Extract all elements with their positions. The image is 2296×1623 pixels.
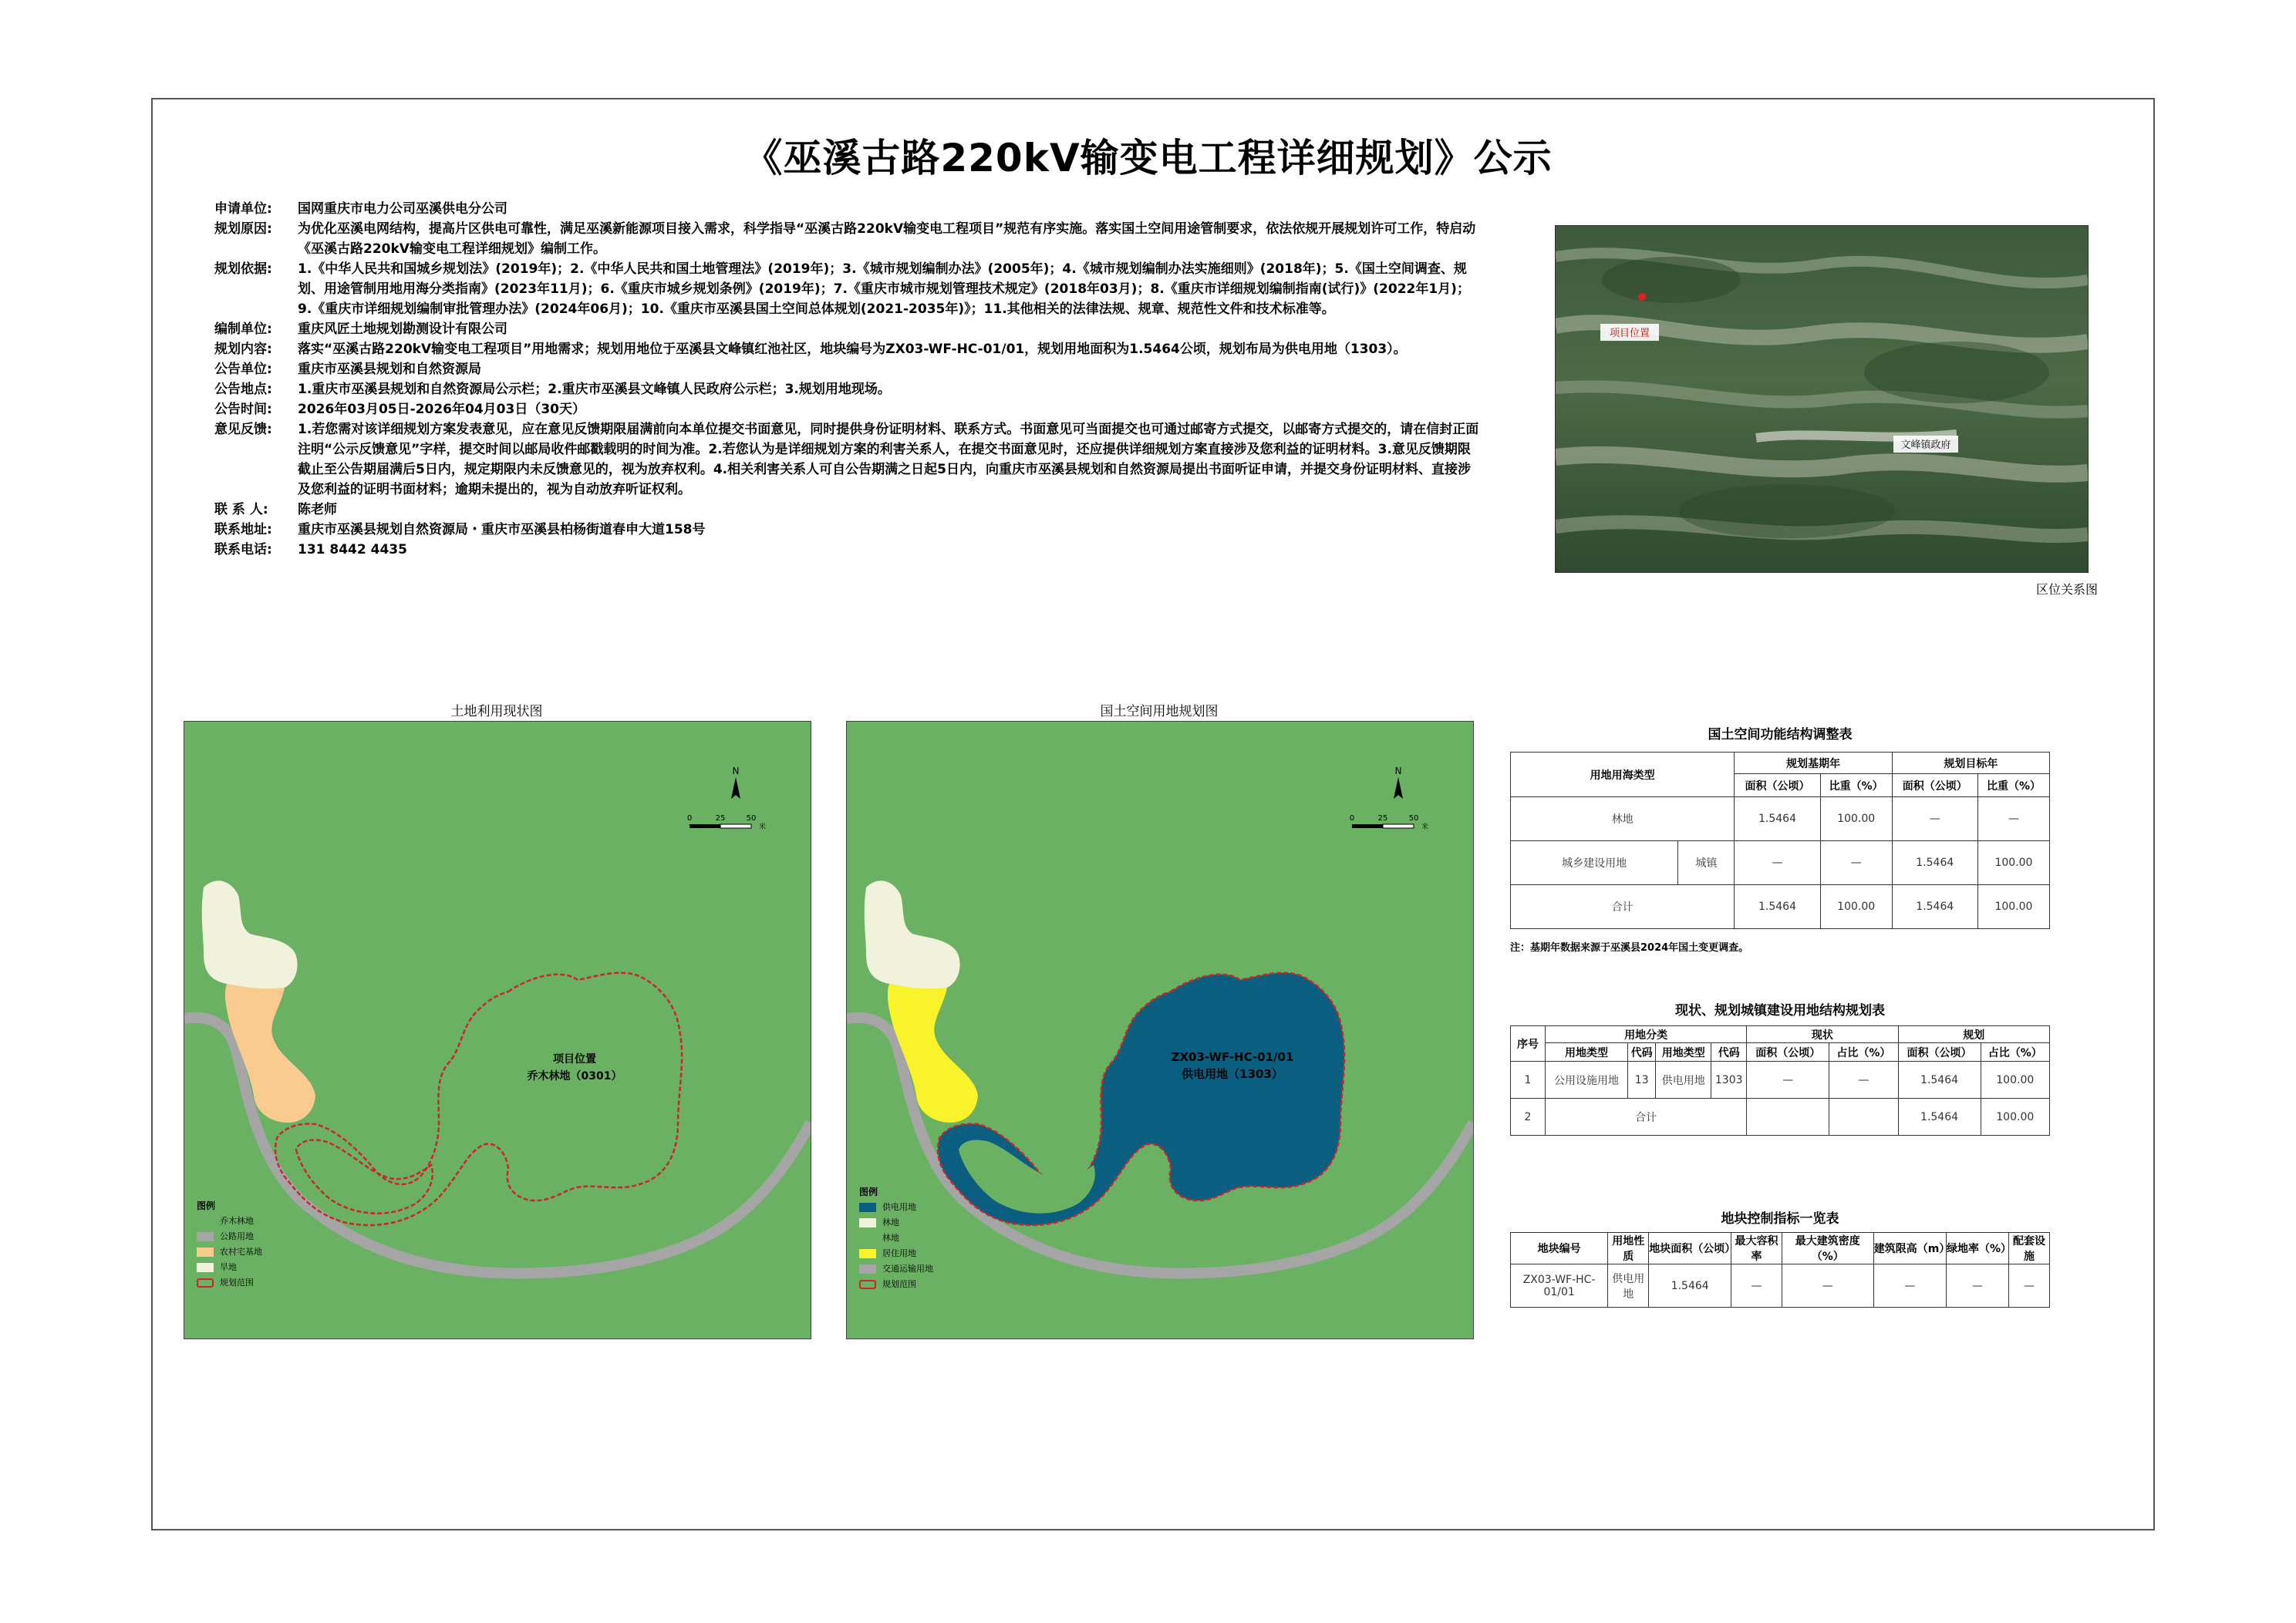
table-cell: 1.5464 (1735, 885, 1820, 929)
legend-item (859, 1246, 933, 1261)
plan-map-label-code: ZX03-WF-HC-01/01 (1171, 1050, 1294, 1064)
table3-header: 配套设施 (2008, 1233, 2049, 1264)
legend-label: 乔木林地 (220, 1216, 254, 1226)
legend-item (197, 1260, 262, 1275)
satellite-image (1556, 226, 2088, 572)
table2-subheader: 占比（%） (1981, 1043, 2049, 1062)
table-cell: — (1747, 1062, 1829, 1099)
table-cell: 100.00 (1820, 885, 1892, 929)
road-swatch-icon (197, 1232, 214, 1241)
info-label: 规划依据: (214, 261, 272, 277)
location-satellite-map (1555, 225, 2089, 573)
table2-subheader: 代码 (1627, 1043, 1655, 1062)
info-row-basis (214, 259, 1479, 319)
table3-header: 建筑限高（m） (1873, 1233, 1946, 1264)
table-cell: — (1892, 797, 1977, 841)
residential-swatch-icon (859, 1249, 876, 1258)
table-cell: — (1873, 1264, 1946, 1308)
table1-subheader: 面积（公顷） (1892, 774, 1977, 797)
info-row-feedback (214, 419, 1479, 500)
table-cell: 合计 (1546, 1099, 1747, 1136)
table1-header-type: 用地用海类型 (1511, 753, 1735, 797)
legend-item (859, 1200, 933, 1215)
current-land-use-map (184, 721, 811, 1339)
legend-label: 规划范围 (220, 1278, 254, 1288)
table3-header: 地块面积（公顷） (1649, 1233, 1731, 1264)
land-use-plan-map (846, 721, 1474, 1339)
legend-label: 交通运输用地 (882, 1264, 933, 1274)
satellite-project-label: 项目位置 (1609, 328, 1650, 339)
table-row (1511, 1062, 2050, 1099)
table2-title: 现状、规划城镇建设用地结构规划表 (1675, 1003, 1885, 1019)
info-label: 编制单位: (214, 322, 272, 337)
legend-item (859, 1231, 933, 1246)
legend-item (197, 1244, 262, 1260)
table-cell: 13 (1627, 1062, 1655, 1099)
table-cell: 1 (1511, 1062, 1546, 1099)
legend-item (197, 1229, 262, 1244)
info-value: 国网重庆市电力公司巫溪供电分公司 (298, 201, 507, 217)
table1-header-base: 规划基期年 (1735, 753, 1892, 774)
current-map-title: 土地利用现状图 (450, 704, 543, 719)
dry-land-swatch-icon (197, 1263, 214, 1272)
rural-swatch-icon (197, 1248, 214, 1257)
legend-item (859, 1261, 933, 1277)
plan-map-legend (859, 1184, 933, 1292)
table-cell: 1303 (1711, 1062, 1747, 1099)
info-row-compiler (214, 319, 1479, 339)
svg-text:N: N (1394, 766, 1402, 776)
table-cell: — (2008, 1264, 2049, 1308)
table-cell: — (1946, 1264, 2008, 1308)
table2-subheader: 面积（公顷） (1747, 1043, 1829, 1062)
svg-text:米: 米 (1421, 823, 1429, 831)
table-cell: — (1829, 1062, 1898, 1099)
table-cell: 供电用地 (1608, 1264, 1649, 1308)
legend-label: 农村宅基地 (220, 1247, 262, 1257)
info-label: 联 系 人: (214, 502, 268, 517)
table2-subheader: 占比（%） (1829, 1043, 1898, 1062)
transport-swatch-icon (859, 1264, 876, 1274)
table-cell: 林地 (1511, 797, 1735, 841)
plan-map-label-class: 供电用地（1303） (1182, 1067, 1283, 1081)
table-cell: 1.5464 (1649, 1264, 1731, 1308)
table-cell: — (1820, 841, 1892, 885)
info-row-issuer (214, 359, 1479, 379)
info-row-location (214, 379, 1479, 399)
function-structure-table (1510, 752, 2050, 929)
info-value: 重庆市巫溪县规划和自然资源局 (298, 362, 481, 377)
table-row (1511, 797, 2050, 841)
info-label: 联系地址: (214, 522, 272, 537)
table-cell: — (1782, 1264, 1873, 1308)
table3-title: 地块控制指标一览表 (1721, 1211, 1839, 1227)
table2-header-plan: 规划 (1898, 1026, 2049, 1043)
info-label: 规划原因: (214, 221, 272, 237)
svg-text:N: N (732, 766, 740, 776)
table-cell: 100.00 (1981, 1062, 2049, 1099)
info-value: 重庆市巫溪县规划自然资源局・重庆市巫溪县柏杨街道春申大道158号 (298, 522, 706, 537)
svg-text:0: 0 (1349, 814, 1355, 823)
plan-map-title: 国土空间用地规划图 (1100, 704, 1219, 719)
info-value: 1.若您需对该详细规划方案发表意见，应在意见反馈期限届满前向本单位提交书面意见，同时提供身份证明材料、联系方式。书面意见可当面提交也可通过邮寄方式提交，以邮寄方式提交的，请在信封正面注明“公示反馈意见”字样，提交时间以邮局收件邮戳载明的时间为准。2.若您认为是详细规划方案的利害关系人，在提交书面意见时，还应提供详细规划方案直接涉及您利益的证明材料。3.意见反馈期限截止至公告期届满后5日内，规定期限内未反馈意见的，视为放弃权利。4.相关利害关系人可自公告期满之日起5日内，向重庆市巫溪县规划和自然资源局提出书面听证申请，并提交身份证明材料、直接涉及您利益的证明书面材料；逾期未提出的，视为自动放弃听证权利。 (298, 422, 1479, 497)
table-cell: 2 (1511, 1099, 1546, 1136)
info-label: 申请单位: (214, 201, 272, 217)
info-value: 131 8442 4435 (298, 542, 407, 557)
table3-header: 用地性质 (1608, 1233, 1649, 1264)
page-title: 《巫溪古路220kV输变电工程详细规划》公示 (743, 136, 1553, 180)
table1-subheader: 比重（%） (1977, 774, 2049, 797)
table2-header-class: 用地分类 (1546, 1026, 1747, 1043)
current-map-canvas (184, 722, 811, 1338)
table-row (1511, 885, 2050, 929)
table2-header-seq: 序号 (1511, 1026, 1546, 1062)
table2-subheader: 用地类型 (1546, 1043, 1628, 1062)
table-cell: — (1731, 1264, 1782, 1308)
power-swatch-icon (859, 1203, 876, 1212)
current-map-legend (197, 1198, 262, 1291)
legend-title: 图例 (197, 1200, 216, 1211)
svg-text:米: 米 (759, 823, 767, 831)
info-value: 重庆风匠土地规划勘测设计有限公司 (298, 322, 507, 337)
table-cell: 100.00 (1977, 885, 2049, 929)
current-map-label-class: 乔木林地（0301） (527, 1070, 622, 1083)
legend-label: 林地 (882, 1233, 899, 1243)
table-cell: 城乡建设用地 (1511, 841, 1678, 885)
table-cell (1747, 1099, 1829, 1136)
legend-label: 旱地 (220, 1262, 237, 1272)
info-value: 落实“巫溪古路220kV输变电工程项目”用地需求；规划用地位于巫溪县文峰镇红池社区，地块编号为ZX03-WF-HC-01/01，规划用地面积为1.5464公顷，规划布局为供电用地（1303）。 (298, 342, 1407, 357)
info-row-content (214, 339, 1479, 359)
info-row-applicant (214, 199, 1479, 219)
info-block (214, 199, 1479, 560)
svg-text:0: 0 (686, 814, 693, 823)
table-cell: 1.5464 (1898, 1099, 1981, 1136)
svg-text:25: 25 (1377, 814, 1388, 823)
legend-label: 供电用地 (882, 1202, 916, 1212)
table2-header-current: 现状 (1747, 1026, 1898, 1043)
table2-subheader: 面积（公顷） (1898, 1043, 1981, 1062)
plan-map-canvas (847, 722, 1473, 1338)
legend-label: 公路用地 (220, 1231, 254, 1241)
table3-header: 最大建筑密度（%） (1782, 1233, 1873, 1264)
svg-text:50: 50 (746, 814, 757, 823)
table1-header-target: 规划目标年 (1892, 753, 2049, 774)
info-label: 公告单位: (214, 362, 272, 377)
table-cell: — (1735, 841, 1820, 885)
table-cell: 合计 (1511, 885, 1735, 929)
table-cell: 100.00 (1977, 841, 2049, 885)
table-cell: 城镇 (1678, 841, 1735, 885)
info-row-period (214, 399, 1479, 419)
table-cell: 1.5464 (1735, 797, 1820, 841)
legend-item (859, 1277, 933, 1292)
current-map-label-project: 项目位置 (553, 1053, 596, 1066)
satellite-caption: 区位关系图 (2036, 582, 2099, 597)
boundary-swatch-icon (859, 1280, 876, 1289)
info-row-reason (214, 219, 1479, 259)
legend-label: 规划范围 (882, 1279, 916, 1289)
dry-land-swatch-icon (859, 1218, 876, 1227)
table3-header: 绿地率（%） (1946, 1233, 2008, 1264)
table-row (1511, 841, 2050, 885)
info-value: 为优化巫溪电网结构，提高片区供电可靠性，满足巫溪新能源项目接入需求，科学指导“巫溪古路220kV输变电工程项目”规范有序实施。落实国土空间用途管制要求，依法依规开展规划许可工作，特启动《巫溪古路220kV输变电工程详细规划》编制工作。 (298, 221, 1476, 257)
table-cell (1829, 1099, 1898, 1136)
forest-swatch-icon (197, 1217, 214, 1226)
svg-text:50: 50 (1408, 814, 1419, 823)
svg-text:25: 25 (715, 814, 726, 823)
legend-label: 林地 (882, 1217, 899, 1227)
legend-item (859, 1215, 933, 1231)
legend-item (197, 1214, 262, 1229)
table-cell: 1.5464 (1898, 1062, 1981, 1099)
table-cell: 100.00 (1981, 1099, 2049, 1136)
legend-label: 居住用地 (882, 1248, 916, 1258)
info-label: 公告时间: (214, 402, 272, 417)
table2-subheader: 用地类型 (1656, 1043, 1711, 1062)
table-cell: — (1977, 797, 2049, 841)
table1-note: 注：基期年数据来源于巫溪县2024年国土变更调查。 (1510, 942, 1749, 954)
table1-subheader: 面积（公顷） (1735, 774, 1820, 797)
table-cell: 供电用地 (1656, 1062, 1711, 1099)
info-value: 1.《中华人民共和国城乡规划法》(2019年)；2.《中华人民共和国土地管理法》(2019年)；3.《城市规划编制办法》(2005年)；4.《城市规划编制办法实施细则》(2018年)；5.《国土空间调查、规划、用途管制用地用海分类指南》(2023年11月)；6.《重庆市城乡规划条例》(2019年)；7.《重庆市城市规划管理技术规定》(2018年03月)；8.《重庆市详细规划编制指南(试行)》(2022年1月)；9.《重庆市详细规划编制审批管理办法》(2024年06月)；10.《重庆市巫溪县国土空间总体规划(2021-2035年)》；11.其他相关的法律法规、规章、规范性文件和技术标准等。 (298, 261, 1470, 317)
info-label: 意见反馈: (214, 422, 272, 437)
info-row-contact (214, 500, 1479, 520)
info-label: 联系电话: (214, 542, 272, 557)
satellite-town-label: 文峰镇政府 (1900, 439, 1951, 451)
legend-title: 图例 (859, 1187, 878, 1197)
table-cell: 公用设施用地 (1546, 1062, 1628, 1099)
plot-control-table (1510, 1232, 2050, 1308)
table-cell: 100.00 (1820, 797, 1892, 841)
table-row (1511, 1264, 2050, 1308)
table3-header: 最大容积率 (1731, 1233, 1782, 1264)
info-label: 规划内容: (214, 342, 272, 357)
info-label: 公告地点: (214, 382, 272, 397)
info-value: 2026年03月05日-2026年04月03日（30天） (298, 402, 585, 417)
boundary-swatch-icon (197, 1278, 214, 1288)
table3-header: 地块编号 (1511, 1233, 1608, 1264)
table-cell: 1.5464 (1892, 885, 1977, 929)
table1-subheader: 比重（%） (1820, 774, 1892, 797)
legend-item (197, 1275, 262, 1291)
table-row (1511, 1099, 2050, 1136)
project-marker-icon (1638, 293, 1646, 301)
info-row-phone (214, 540, 1479, 560)
info-row-address (214, 520, 1479, 540)
land-structure-table (1510, 1025, 2050, 1136)
table1-title: 国土空间功能结构调整表 (1708, 727, 1853, 742)
table-cell: 1.5464 (1892, 841, 1977, 885)
table-cell: ZX03-WF-HC-01/01 (1511, 1264, 1608, 1308)
info-value: 1.重庆市巫溪县规划和自然资源局公示栏；2.重庆市巫溪县文峰镇人民政府公示栏；3.规划用地现场。 (298, 382, 891, 397)
forest-swatch-icon (859, 1234, 876, 1243)
info-value: 陈老师 (298, 502, 337, 517)
table2-subheader: 代码 (1711, 1043, 1747, 1062)
